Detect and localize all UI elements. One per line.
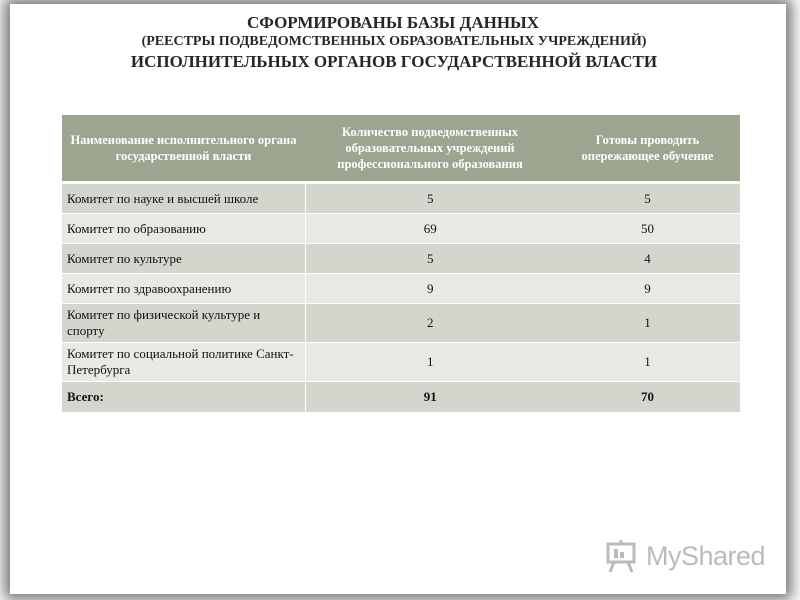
total-label: Всего: (62, 382, 305, 413)
watermark-text: MyShared (646, 540, 766, 571)
row-count: 2 (305, 304, 555, 343)
row-ready: 1 (555, 304, 740, 343)
row-ready: 9 (555, 274, 740, 304)
title-line-1: СФОРМИРОВАНЫ БАЗЫ ДАННЫХ (246, 13, 540, 32)
table-row (62, 214, 740, 244)
table-row (62, 343, 740, 382)
row-ready: 50 (555, 214, 740, 244)
row-name: Комитет по здравоохранению (62, 274, 305, 304)
header-ready: Готовы проводить опережающее обучение (555, 115, 740, 183)
row-ready: 5 (555, 183, 740, 214)
row-count: 69 (305, 214, 555, 244)
row-ready: 1 (555, 343, 740, 382)
total-count: 91 (305, 382, 555, 413)
table-row (62, 244, 740, 274)
row-ready: 4 (555, 244, 740, 274)
table-total-row (62, 382, 740, 413)
title-line-3: ИСПОЛНИТЕЛЬНЫХ ОРГАНОВ ГОСУДАРСТВЕННОЙ ВЛАСТИ (130, 52, 658, 71)
header-count: Количество подведомственных образовательных учреждений профессионального образования (305, 115, 555, 183)
myshared-watermark (604, 536, 765, 576)
header-authority: Наименование исполнительного органа государственной власти (62, 115, 305, 183)
presentation-board-icon (604, 538, 640, 574)
table-row (62, 304, 740, 343)
total-ready: 70 (555, 382, 740, 413)
row-count: 1 (305, 343, 555, 382)
table-row (62, 274, 740, 304)
table-row (62, 183, 740, 214)
row-name: Комитет по физической культуре и спорту (62, 304, 305, 343)
row-name: Комитет по социальной политике Санкт-Петербурга (62, 343, 305, 382)
row-count: 5 (305, 244, 555, 274)
institutions-table (62, 115, 740, 413)
row-count: 5 (305, 183, 555, 214)
slide-title (0, 12, 800, 72)
row-name: Комитет по науке и высшей школе (62, 183, 305, 214)
row-name: Комитет по образованию (62, 214, 305, 244)
row-name: Комитет по культуре (62, 244, 305, 274)
row-count: 9 (305, 274, 555, 304)
title-line-2: (РЕЕСТРЫ ПОДВЕДОМСТВЕННЫХ ОБРАЗОВАТЕЛЬНЫХ УЧРЕЖДЕНИЙ) (141, 34, 647, 49)
table-header-row (62, 115, 740, 183)
